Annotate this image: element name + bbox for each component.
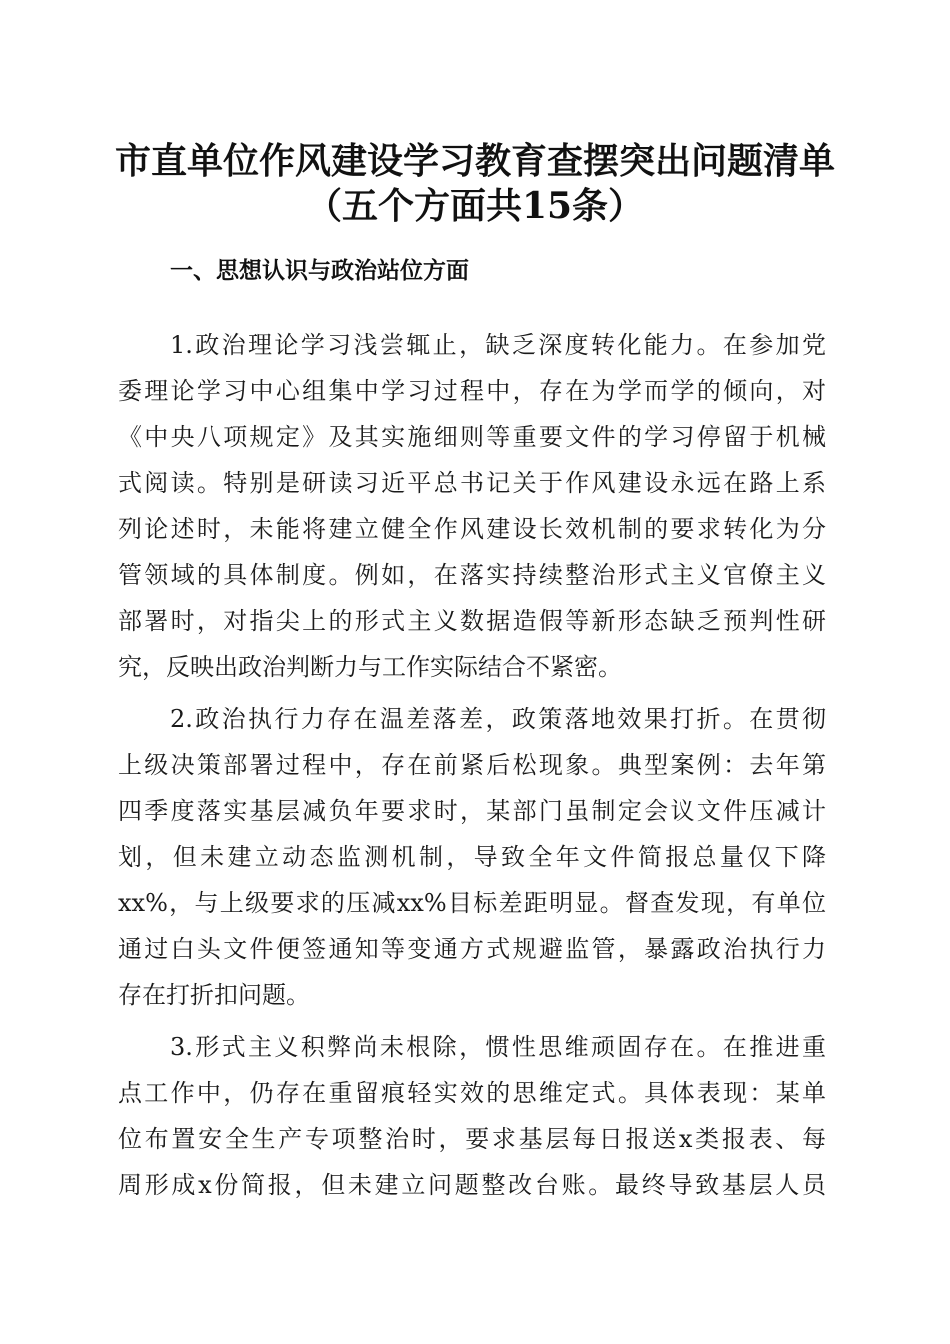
paragraph-line: 1.政治理论学习浅尝辄止，缺乏深度转化能力。在参加党 (170, 331, 826, 359)
paragraph-line: 周形成x份简报，但未建立问题整改台账。最终导致基层人员 (118, 1171, 826, 1199)
paragraph-line: 列论述时，未能将建立健全作风建设长效机制的要求转化为分 (118, 515, 826, 543)
paragraph-line: 3.形式主义积弊尚未根除，惯性思维顽固存在。在推进重 (170, 1033, 826, 1061)
section-heading: 一、思想认识与政治站位方面 (170, 258, 469, 284)
paragraph-line: 通过白头文件便签通知等变通方式规避监管，暴露政治执行力 (118, 935, 826, 963)
paragraph-line: 位布置安全生产专项整治时，要求基层每日报送x类报表、每 (118, 1125, 826, 1153)
document-title: 市直单位作风建设学习教育查摆突出问题清单 (114, 140, 835, 182)
paragraph-3 (118, 1024, 826, 1208)
paragraph-line: 部署时，对指尖上的形式主义数据造假等新形态缺乏预判性研 (118, 607, 826, 635)
paragraph-line: 存在打折扣问题。 (118, 981, 310, 1009)
paragraph-line: 式阅读。特别是研读习近平总书记关于作风建设永远在路上系 (118, 469, 826, 497)
paragraph-line: 《中央八项规定》及其实施细则等重要文件的学习停留于机械 (118, 423, 826, 451)
paragraph-line: 四季度落实基层减负年要求时，某部门虽制定会议文件压减计 (118, 797, 826, 825)
paragraph-line: 划，但未建立动态监测机制，导致全年文件简报总量仅下降 (118, 843, 826, 871)
paragraph-1 (118, 322, 826, 690)
paragraph-line: 上级决策部署过程中，存在前紧后松现象。典型案例：去年第 (118, 751, 826, 779)
paragraph-line: xx%，与上级要求的压减xx%目标差距明显。督查发现，有单位 (118, 889, 826, 917)
paragraph-line: 委理论学习中心组集中学习过程中，存在为学而学的倾向，对 (118, 377, 826, 405)
paragraph-line: 管领域的具体制度。例如，在落实持续整治形式主义官僚主义 (118, 561, 826, 589)
paragraph-2 (118, 696, 826, 1018)
paragraph-line: 点工作中，仍存在重留痕轻实效的思维定式。具体表现：某单 (118, 1079, 826, 1107)
document-body (118, 322, 826, 1214)
paragraph-line: 2.政治执行力存在温差落差，政策落地效果打折。在贯彻 (170, 705, 826, 733)
document-subtitle: （五个方面共15条） (305, 185, 645, 227)
paragraph-line: 究，反映出政治判断力与工作实际结合不紧密。 (118, 653, 622, 681)
